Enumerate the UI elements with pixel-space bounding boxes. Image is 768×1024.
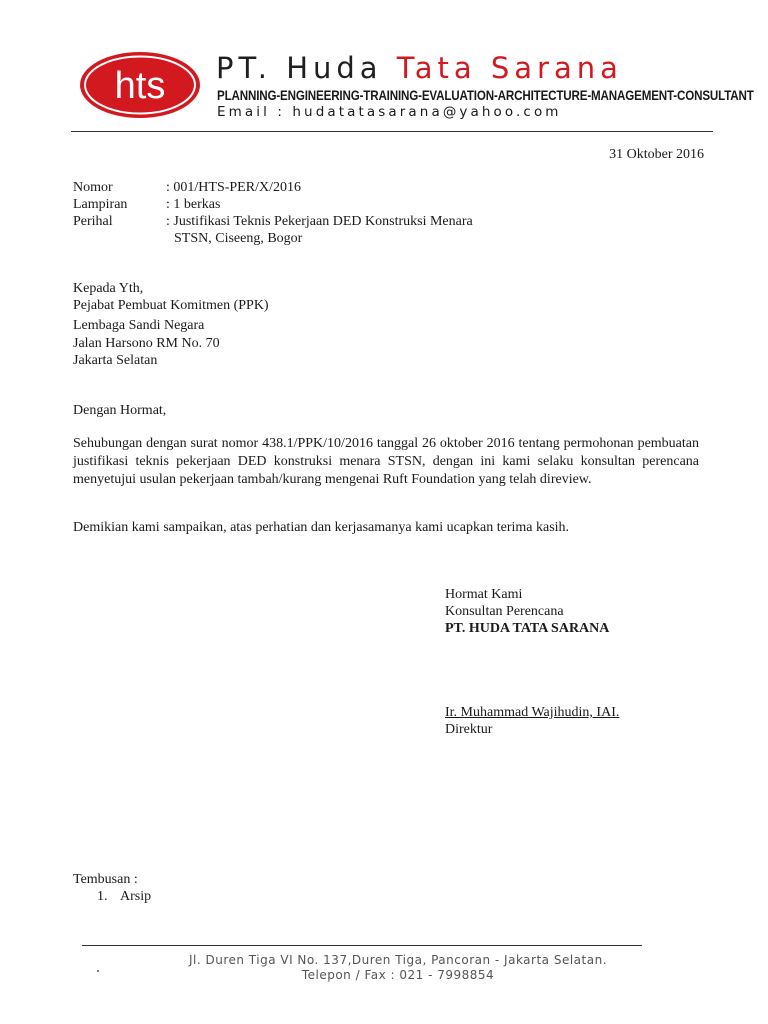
recipient-line: Lembaga Sandi Negara <box>73 318 205 333</box>
company-name-part1: PT. Huda <box>216 51 383 85</box>
recipient-line: Jakarta Selatan <box>73 353 158 368</box>
company-name-part2: Tata Sarana <box>396 51 623 85</box>
recipient-line: Kepada Yth, <box>73 281 144 296</box>
meta-value-nomor: : 001/HTS-PER/X/2016 <box>166 180 301 195</box>
footer-phone: Telepon / Fax : 021 - 7998854 <box>301 968 495 982</box>
cc-item-text: Arsip <box>120 889 152 904</box>
footer-divider <box>82 945 642 946</box>
signature-greeting: Hormat Kami <box>445 587 523 602</box>
salutation: Dengan Hormat, <box>73 403 167 418</box>
body-paragraph: Sehubungan dengan surat nomor 438.1/PPK/10/2016 tanggal 26 oktober 2016 tentang permohonan pembuatan justifikasi teknis pekerjaan DED konstruksi menara STSN, dengan ini kami selaku konsultan perencana menyetujui usulan pekerjaan tambah/kurang mengenai Ruft Foundation yang telah direview. <box>73 436 699 487</box>
cc-item-number: 1. <box>97 889 108 904</box>
letter-date: 31 Oktober 2016 <box>609 147 704 162</box>
company-email: Email : hudatatasarana@yahoo.com <box>217 104 562 120</box>
company-logo <box>78 50 202 120</box>
meta-value-perihal-cont: STSN, Ciseeng, Bogor <box>174 231 303 246</box>
signature-role: Konsultan Perencana <box>445 604 564 619</box>
header-divider <box>71 131 713 132</box>
footer-address: Jl. Duren Tiga VI No. 137,Duren Tiga, Pancoran - Jakarta Selatan. <box>188 953 608 967</box>
signature-company: PT. HUDA TATA SARANA <box>445 621 610 636</box>
logo-text: hts <box>114 65 166 107</box>
footer-dot <box>97 970 99 972</box>
meta-value-lampiran: : 1 berkas <box>166 197 221 212</box>
recipient-line: Jalan Harsono RM No. 70 <box>73 336 220 351</box>
closing-paragraph: Demikian kami sampaikan, atas perhatian dan kerjasamanya kami ucapkan terima kasih. <box>73 520 570 535</box>
signatory-title: Direktur <box>445 722 493 737</box>
cc-label: Tembusan : <box>73 872 138 887</box>
signatory-name: Ir. Muhammad Wajihudin, IAI. <box>445 705 620 720</box>
meta-value-perihal: : Justifikasi Teknis Pekerjaan DED Konstruksi Menara <box>166 214 473 229</box>
company-name <box>216 50 623 86</box>
meta-label-nomor: Nomor <box>73 180 113 195</box>
recipient-line: Pejabat Pembuat Komitmen (PPK) <box>73 298 269 313</box>
company-tagline: PLANNING-ENGINEERING-TRAINING-EVALUATION-ARCHITECTURE-MANAGEMENT-CONSULTANT <box>217 87 754 103</box>
meta-label-perihal: Perihal <box>73 214 113 229</box>
meta-label-lampiran: Lampiran <box>73 197 128 212</box>
